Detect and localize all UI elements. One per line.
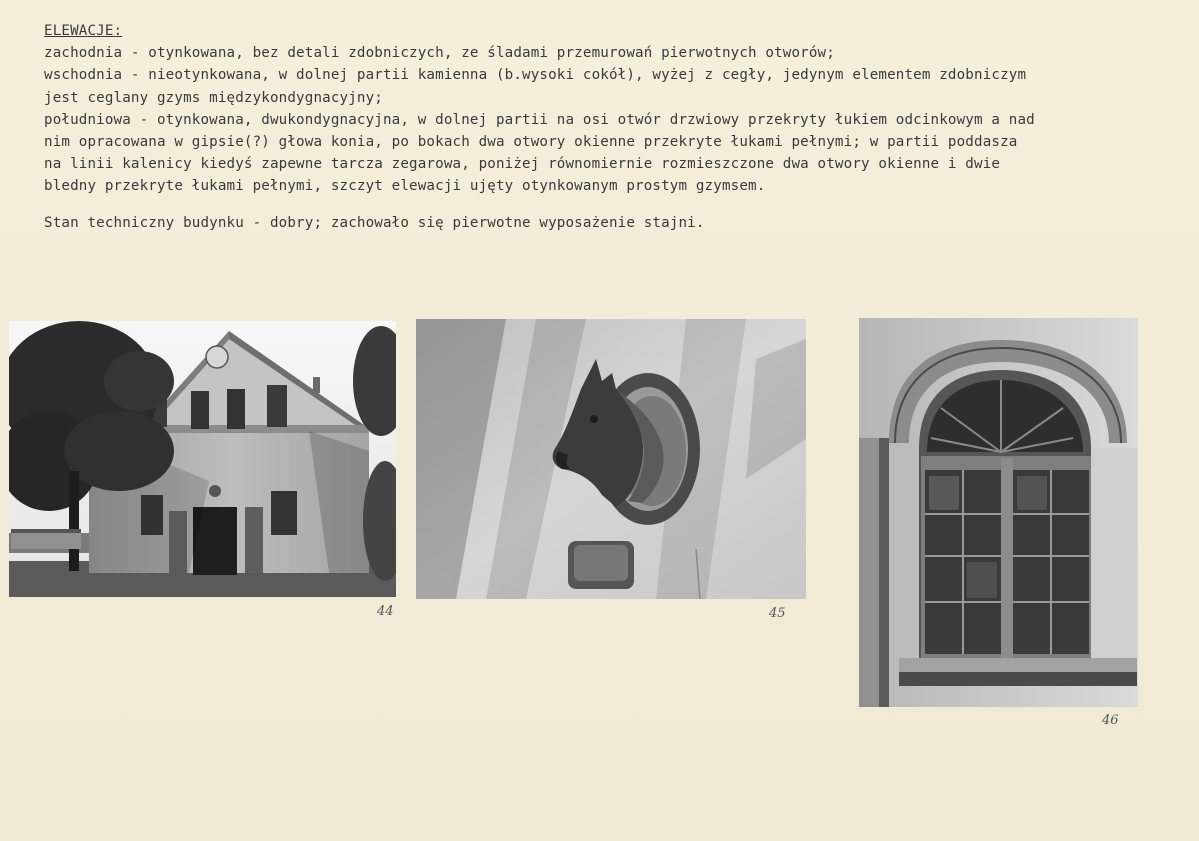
section-heading: ELEWACJE: — [44, 23, 123, 39]
photo-building-facade — [9, 321, 396, 597]
text-line: na linii kalenicy kiedyś zapewne tarcza zegarowa, poniżej równomiernie rozmieszczone dwa otwory okienne i dwie — [44, 156, 1001, 173]
text-line: zachodnia - otynkowana, bez detali zdobniczych, ze śladami przemurowań pierwotnych otworów; — [44, 45, 835, 62]
spacer — [44, 198, 1184, 212]
condition-line: Stan techniczny budynku - dobry; zachowało się pierwotne wyposażenie stajni. — [44, 214, 705, 231]
building-facade-image — [9, 321, 396, 597]
photo-arched-window — [859, 318, 1138, 707]
photo-horse-head-relief — [416, 319, 806, 599]
text-line: wschodnia - nieotynkowana, w dolnej partii kamienna (b.wysoki cokół), wyżej z cegły, jedynym elementem zdobniczym — [44, 67, 1027, 84]
text-line: nim opracowana w gipsie(?) głowa konia, po bokach dwa otwory okienne przekryte łukami pełnymi; w partii poddasza — [44, 133, 1018, 150]
text-line: bledny przekryte łukami pełnymi, szczyt elewacji ujęty otynkowanym prostym gzymsem. — [44, 178, 766, 195]
photo-number-44: 44 — [377, 604, 394, 619]
text-line: południowa - otynkowana, dwukondygnacyjna, w dolnej partii na osi otwór drzwiowy przekryty łukiem odcinkowym a nad — [44, 111, 1035, 128]
photo-number-45: 45 — [769, 606, 786, 621]
horse-head-image — [416, 319, 806, 599]
text-line: jest ceglany gzyms międzykondygnacyjny; — [44, 89, 383, 106]
arched-window-image — [859, 318, 1138, 707]
photo-number-46: 46 — [1102, 713, 1119, 728]
description-text — [44, 20, 1184, 234]
